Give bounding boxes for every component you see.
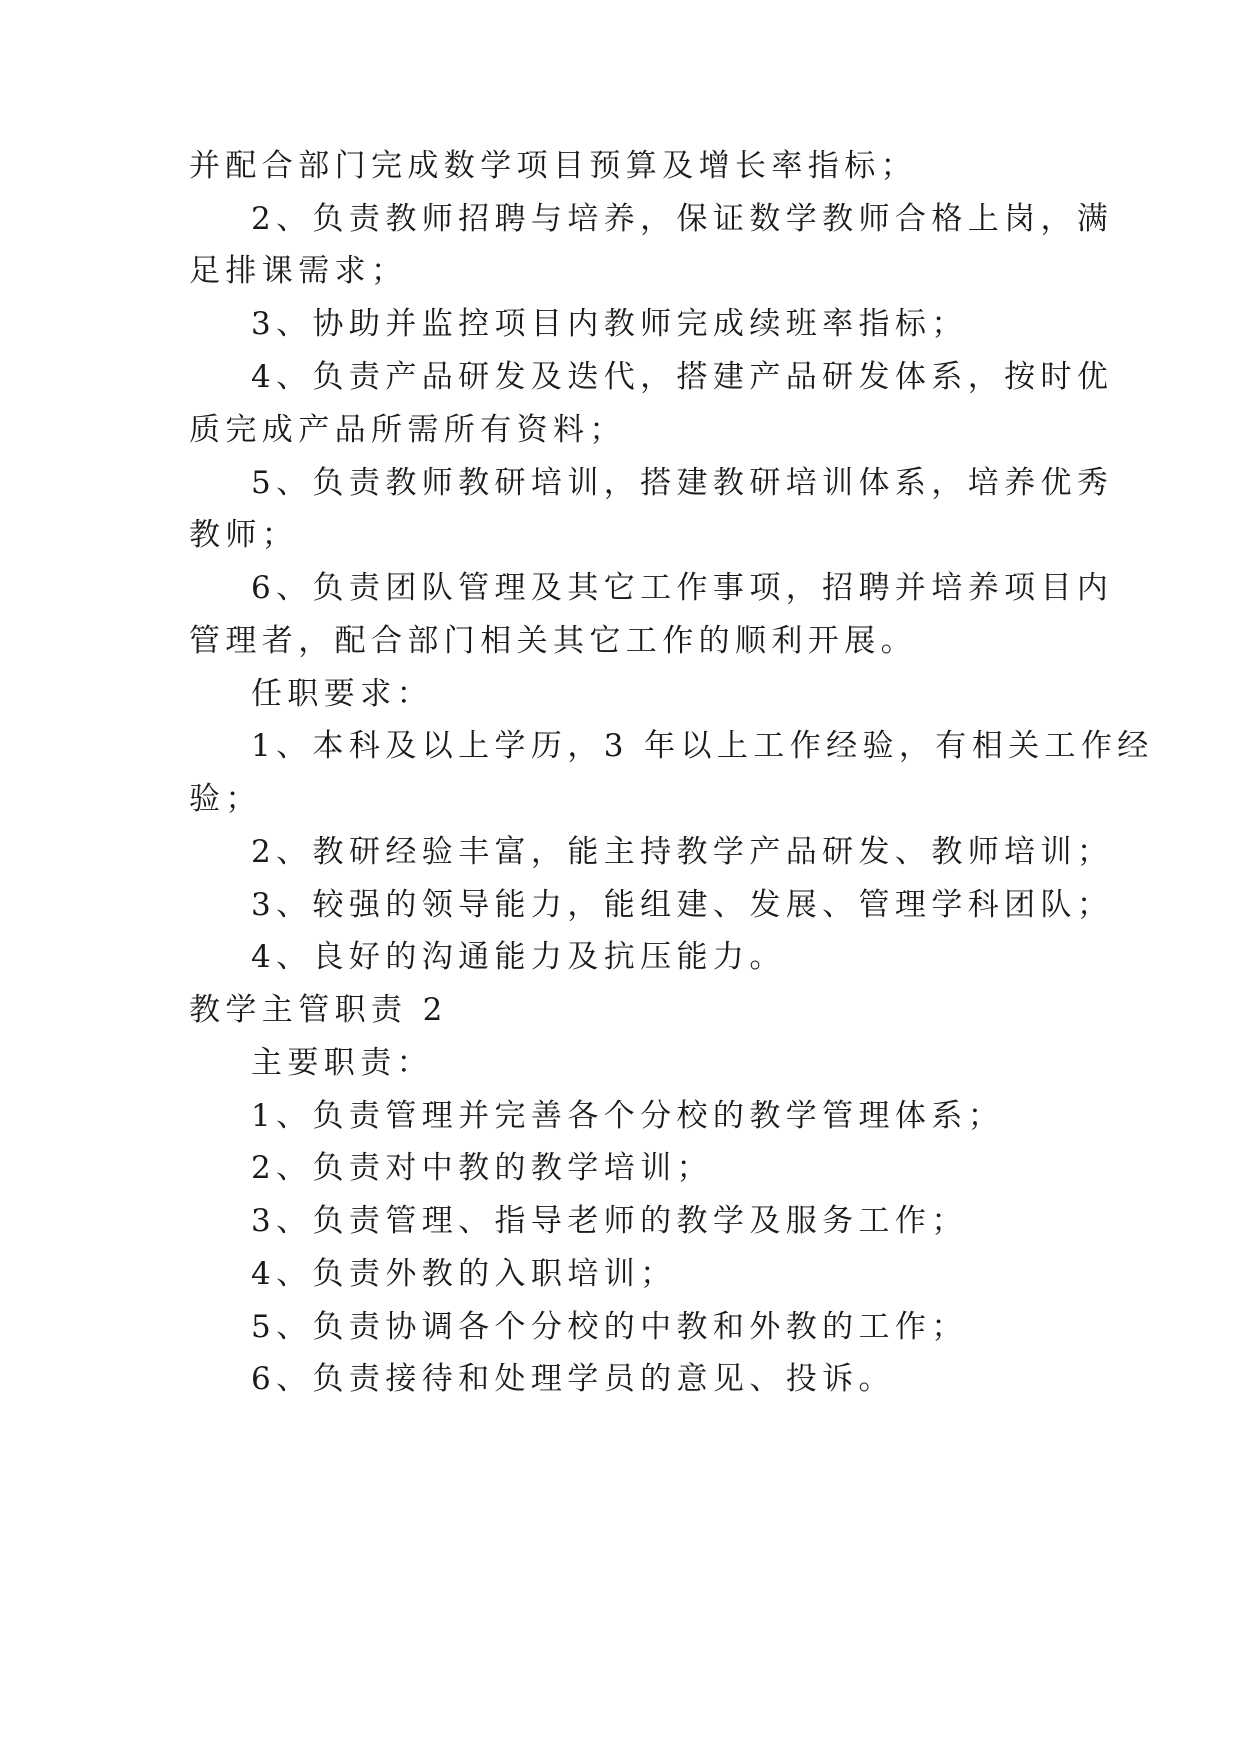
text-line: 4、负责产品研发及迭代，搭建产品研发体系，按时优 — [251, 359, 1114, 395]
text-line: 并配合部门完成数学项目预算及增长率指标； — [189, 148, 917, 184]
text-line: 2、教研经验丰富，能主持教学产品研发、教师培训； — [251, 834, 1114, 870]
text-line: 管理者，配合部门相关其它工作的顺利开展。 — [189, 623, 917, 659]
text-line: 5、负责教师教研培训，搭建教研培训体系，培养优秀 — [251, 465, 1114, 501]
section-heading: 任职要求： — [251, 676, 433, 712]
text-line: 教师； — [189, 517, 299, 553]
section-heading: 主要职责： — [251, 1045, 433, 1081]
text-line: 5、负责协调各个分校的中教和外教的工作； — [251, 1309, 968, 1345]
text-line: 1、本科及以上学历，3 年以上工作经验，有相关工作经 — [251, 728, 1154, 764]
text-line: 6、负责团队管理及其它工作事项，招聘并培养项目内 — [251, 570, 1114, 606]
text-line: 2、负责对中教的教学培训； — [251, 1150, 713, 1186]
text-line: 足排课需求； — [189, 253, 408, 289]
text-line: 质完成产品所需所有资料； — [189, 412, 626, 448]
text-line: 4、负责外教的入职培训； — [251, 1256, 677, 1292]
text-line: 4、良好的沟通能力及抗压能力。 — [251, 939, 786, 975]
text-line: 3、协助并监控项目内教师完成续班率指标； — [251, 306, 968, 342]
text-line: 1、负责管理并完善各个分校的教学管理体系； — [251, 1098, 1005, 1134]
text-line: 6、负责接待和处理学员的意见、投诉。 — [251, 1361, 895, 1397]
text-line: 验； — [189, 781, 262, 817]
document-heading: 教学主管职责 2 — [189, 992, 448, 1028]
text-line: 3、较强的领导能力，能组建、发展、管理学科团队； — [251, 887, 1114, 923]
text-line: 3、负责管理、指导老师的教学及服务工作； — [251, 1203, 968, 1239]
text-line: 2、负责教师招聘与培养，保证数学教师合格上岗，满 — [251, 201, 1114, 237]
